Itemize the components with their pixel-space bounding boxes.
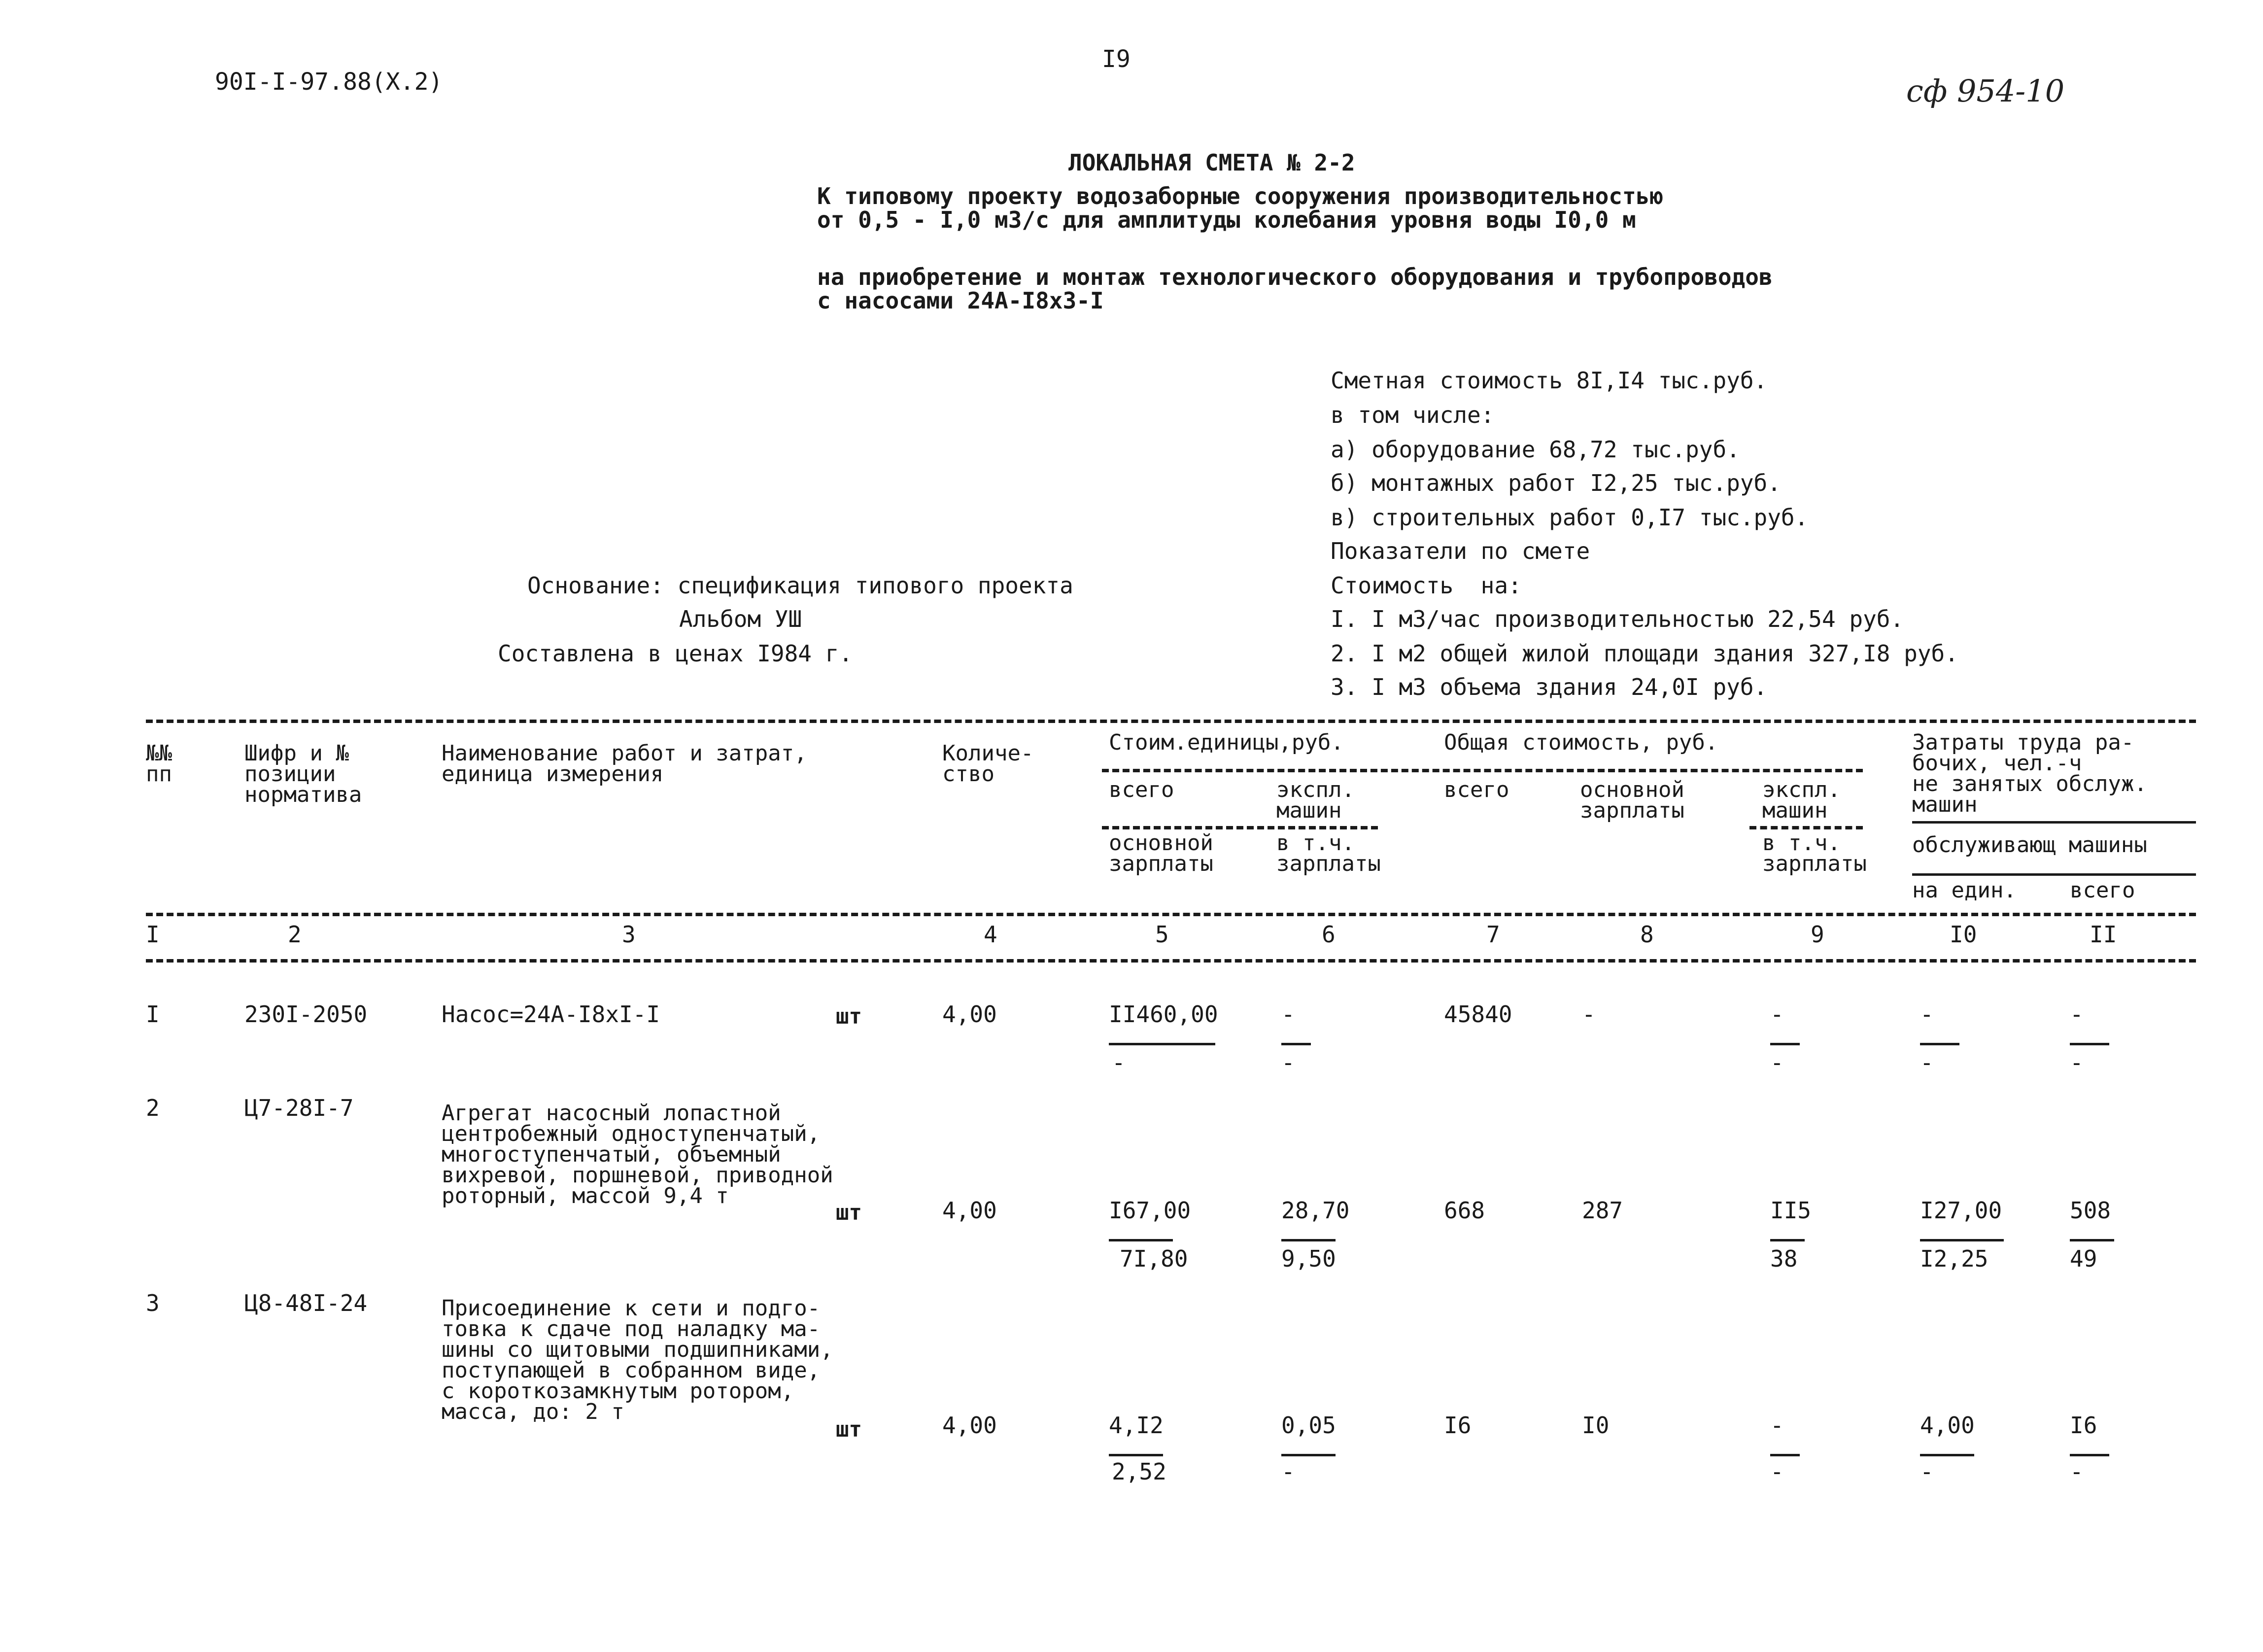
page-number: I9 <box>1102 45 1131 73</box>
total-machines-value: II5 <box>1770 1197 1812 1224</box>
unit-base-wage-value: 2,52 <box>1112 1458 1166 1485</box>
fraction-line <box>1920 1454 1974 1456</box>
total-all-value: I6 <box>1444 1412 1472 1439</box>
row-name: Агрегат насосный лопастной центробежный одноступенчатый, многоступенчатый, объемный вихревой, поршневой, приводной роторный, массой 9,4 т <box>442 1101 833 1208</box>
unit-machines-value: 0,05 <box>1281 1412 1336 1439</box>
row-unit: шт <box>836 1417 862 1442</box>
unit-machines-value: - <box>1281 1001 1295 1028</box>
labor-rule-2 <box>1912 873 2196 876</box>
total-base-wage-value: - <box>1582 1001 1596 1028</box>
header-unit-base-wage: основной зарплаты <box>1109 830 1213 876</box>
fraction-line <box>2070 1239 2114 1241</box>
labor-per-unit-value: - <box>1920 1001 1934 1028</box>
unit-base-wage-value: - <box>1112 1049 1126 1076</box>
header-total-machines: экспл. машин <box>1762 777 1841 823</box>
col-number-bottom-rule <box>146 959 2196 963</box>
labor-rule-1 <box>1912 821 2196 824</box>
row-code: Ц7-28I-7 <box>244 1095 354 1121</box>
col-number-3: 3 <box>622 921 636 948</box>
unit-machines-value: 28,70 <box>1281 1197 1350 1224</box>
unit-base-wage-value: 7I,80 <box>1120 1245 1188 1272</box>
total-all-value: 45840 <box>1444 1001 1512 1028</box>
col-number-8: 8 <box>1640 921 1654 948</box>
table-top-rule <box>146 720 2196 723</box>
total-all-value: 668 <box>1444 1197 1485 1224</box>
total-cost-rule-2 <box>1749 826 1863 829</box>
header-code: Шифр и № позиции норматива <box>244 741 362 807</box>
unit-total-value: I67,00 <box>1109 1197 1191 1224</box>
total-incl-wage-value: 38 <box>1770 1245 1798 1272</box>
basis-line-3: Составлена в ценах I984 г. <box>498 640 853 667</box>
labor-total-value: 508 <box>2070 1197 2111 1224</box>
col-number-10: I0 <box>1950 921 1977 948</box>
unit-incl-wage-value: - <box>1281 1458 1295 1485</box>
row-number: 2 <box>146 1095 160 1121</box>
row-unit: шт <box>836 1004 862 1029</box>
header-total-base-wage: основной зарплаты <box>1580 777 1684 823</box>
header-unit-cost: Стоим.единицы,руб. <box>1109 730 1344 755</box>
unit-total-value: 4,I2 <box>1109 1412 1164 1439</box>
header-labor-serving: обслуживающ машины <box>1912 832 2147 858</box>
labor-serving-total-value: - <box>2070 1049 2084 1076</box>
col-number-2: 2 <box>288 921 302 948</box>
row-quantity: 4,00 <box>942 1001 997 1028</box>
col-number-7: 7 <box>1486 921 1500 948</box>
fraction-line <box>1920 1239 2004 1241</box>
labor-total-value: - <box>2070 1001 2084 1028</box>
fraction-line <box>1770 1454 1800 1456</box>
fraction-line <box>1109 1043 1215 1045</box>
labor-serving-per-unit-value: - <box>1920 1458 1934 1485</box>
header-unit-incl-wage: в т.ч. зарплаты <box>1276 830 1381 876</box>
fraction-line <box>1281 1454 1336 1456</box>
header-total-all: всего <box>1444 777 1509 802</box>
unit-total-value: II460,00 <box>1109 1001 1218 1028</box>
summary-including: в том числе: <box>1331 402 1495 428</box>
total-base-wage-value: I0 <box>1582 1412 1610 1439</box>
col-number-5: 5 <box>1155 921 1169 948</box>
total-machines-value: - <box>1770 1412 1784 1439</box>
basis-line-1: Основание: спецификация типового проекта <box>527 572 1073 599</box>
header-unit-machines: экспл. машин <box>1276 777 1355 823</box>
header-labor-per-unit: на един. <box>1912 878 2017 903</box>
header-unit-total: всего <box>1109 777 1174 802</box>
basis-line-2: Альбом УШ <box>679 606 802 632</box>
fraction-line <box>1109 1454 1163 1456</box>
title-line-2: от 0,5 - I,0 м3/с для амплитуды колебания уровня воды I0,0 м <box>817 206 1636 233</box>
indicator-2: 2. I м2 общей жилой площади здания 327,I8 руб. <box>1331 640 1958 667</box>
col-number-4: 4 <box>984 921 997 948</box>
fraction-line <box>1281 1239 1336 1241</box>
fraction-line <box>1109 1239 1173 1241</box>
total-machines-value: - <box>1770 1001 1784 1028</box>
total-incl-wage-value: - <box>1770 1049 1784 1076</box>
labor-serving-total-value: - <box>2070 1458 2084 1485</box>
header-row-number: №№ пп <box>146 741 172 787</box>
labor-total-value: I6 <box>2070 1412 2097 1439</box>
labor-serving-per-unit-value: - <box>1920 1049 1934 1076</box>
fraction-line <box>1770 1043 1800 1045</box>
row-unit: шт <box>836 1200 862 1225</box>
row-quantity: 4,00 <box>942 1197 997 1224</box>
indicator-3: 3. I м3 объема здания 24,0I руб. <box>1331 674 1768 700</box>
title-line-3: на приобретение и монтаж технологического оборудования и трубопроводов <box>817 264 1773 290</box>
row-name: Насос=24А-I8хI-I <box>442 1001 660 1028</box>
summary-indicators: Показатели по смете <box>1331 538 1590 564</box>
estimate-title: ЛОКАЛЬНАЯ СМЕТА № 2-2 <box>1068 149 1355 176</box>
fraction-line <box>2070 1454 2109 1456</box>
handwritten-reference: сф 954-10 <box>1906 73 2065 109</box>
row-code: 230I-2050 <box>244 1001 368 1028</box>
fraction-line <box>2070 1043 2109 1045</box>
total-base-wage-value: 287 <box>1582 1197 1623 1224</box>
unit-incl-wage-value: 9,50 <box>1281 1245 1336 1272</box>
fraction-line <box>1770 1239 1805 1241</box>
summary-construction: в) строительных работ 0,I7 тыс.руб. <box>1331 504 1809 531</box>
col-number-top-rule <box>146 913 2196 916</box>
row-quantity: 4,00 <box>942 1412 997 1439</box>
summary-cost: Сметная стоимость 8I,I4 тыс.руб. <box>1331 367 1768 394</box>
col-number-9: 9 <box>1811 921 1824 948</box>
title-line-1: К типовому проекту водозаборные сооружения производительностью <box>817 183 1664 209</box>
total-incl-wage-value: - <box>1770 1458 1784 1485</box>
labor-per-unit-value: 4,00 <box>1920 1412 1975 1439</box>
indicator-1: I. I м3/час производительностью 22,54 руб. <box>1331 606 1904 632</box>
col-number-11: II <box>2090 921 2117 948</box>
header-labor-total: всего <box>2070 878 2135 903</box>
labor-serving-total-value: 49 <box>2070 1245 2097 1272</box>
document-code: 90I-I-97.88(X.2) <box>215 68 443 96</box>
summary-cost-on: Стоимость на: <box>1331 572 1522 599</box>
row-number: 3 <box>146 1290 160 1316</box>
unit-incl-wage-value: - <box>1281 1049 1295 1076</box>
row-number: I <box>146 1001 160 1028</box>
summary-installation: б) монтажных работ I2,25 тыс.руб. <box>1331 470 1781 496</box>
header-quantity: Количе- ство <box>942 741 1034 787</box>
header-total-cost: Общая стоимость, руб. <box>1444 730 1718 755</box>
col-number-6: 6 <box>1322 921 1336 948</box>
row-code: Ц8-48I-24 <box>244 1290 368 1316</box>
header-total-incl-wage: в т.ч. зарплаты <box>1762 830 1867 876</box>
header-labor: Затраты труда ра- бочих, чел.-ч не занятых обслуж. машин <box>1912 730 2147 817</box>
fraction-line <box>1281 1043 1311 1045</box>
title-line-4: с насосами 24А-I8х3-I <box>817 287 1104 314</box>
col-number-1: I <box>146 921 160 948</box>
summary-equipment: а) оборудование 68,72 тыс.руб. <box>1331 436 1740 463</box>
row-name: Присоединение к сети и подго- товка к сдаче под наладку ма- шины со щитовыми подшипниками, поступающей в собранном виде, с короткозамкнутым ротором, масса, до: 2 т <box>442 1296 833 1424</box>
header-name: Наименование работ и затрат, единица измерения <box>442 741 807 787</box>
labor-per-unit-value: I27,00 <box>1920 1197 2002 1224</box>
fraction-line <box>1920 1043 1959 1045</box>
unit-cost-rule-2 <box>1102 826 1378 829</box>
unit-cost-rule <box>1102 769 1863 772</box>
labor-serving-per-unit-value: I2,25 <box>1920 1245 1989 1272</box>
